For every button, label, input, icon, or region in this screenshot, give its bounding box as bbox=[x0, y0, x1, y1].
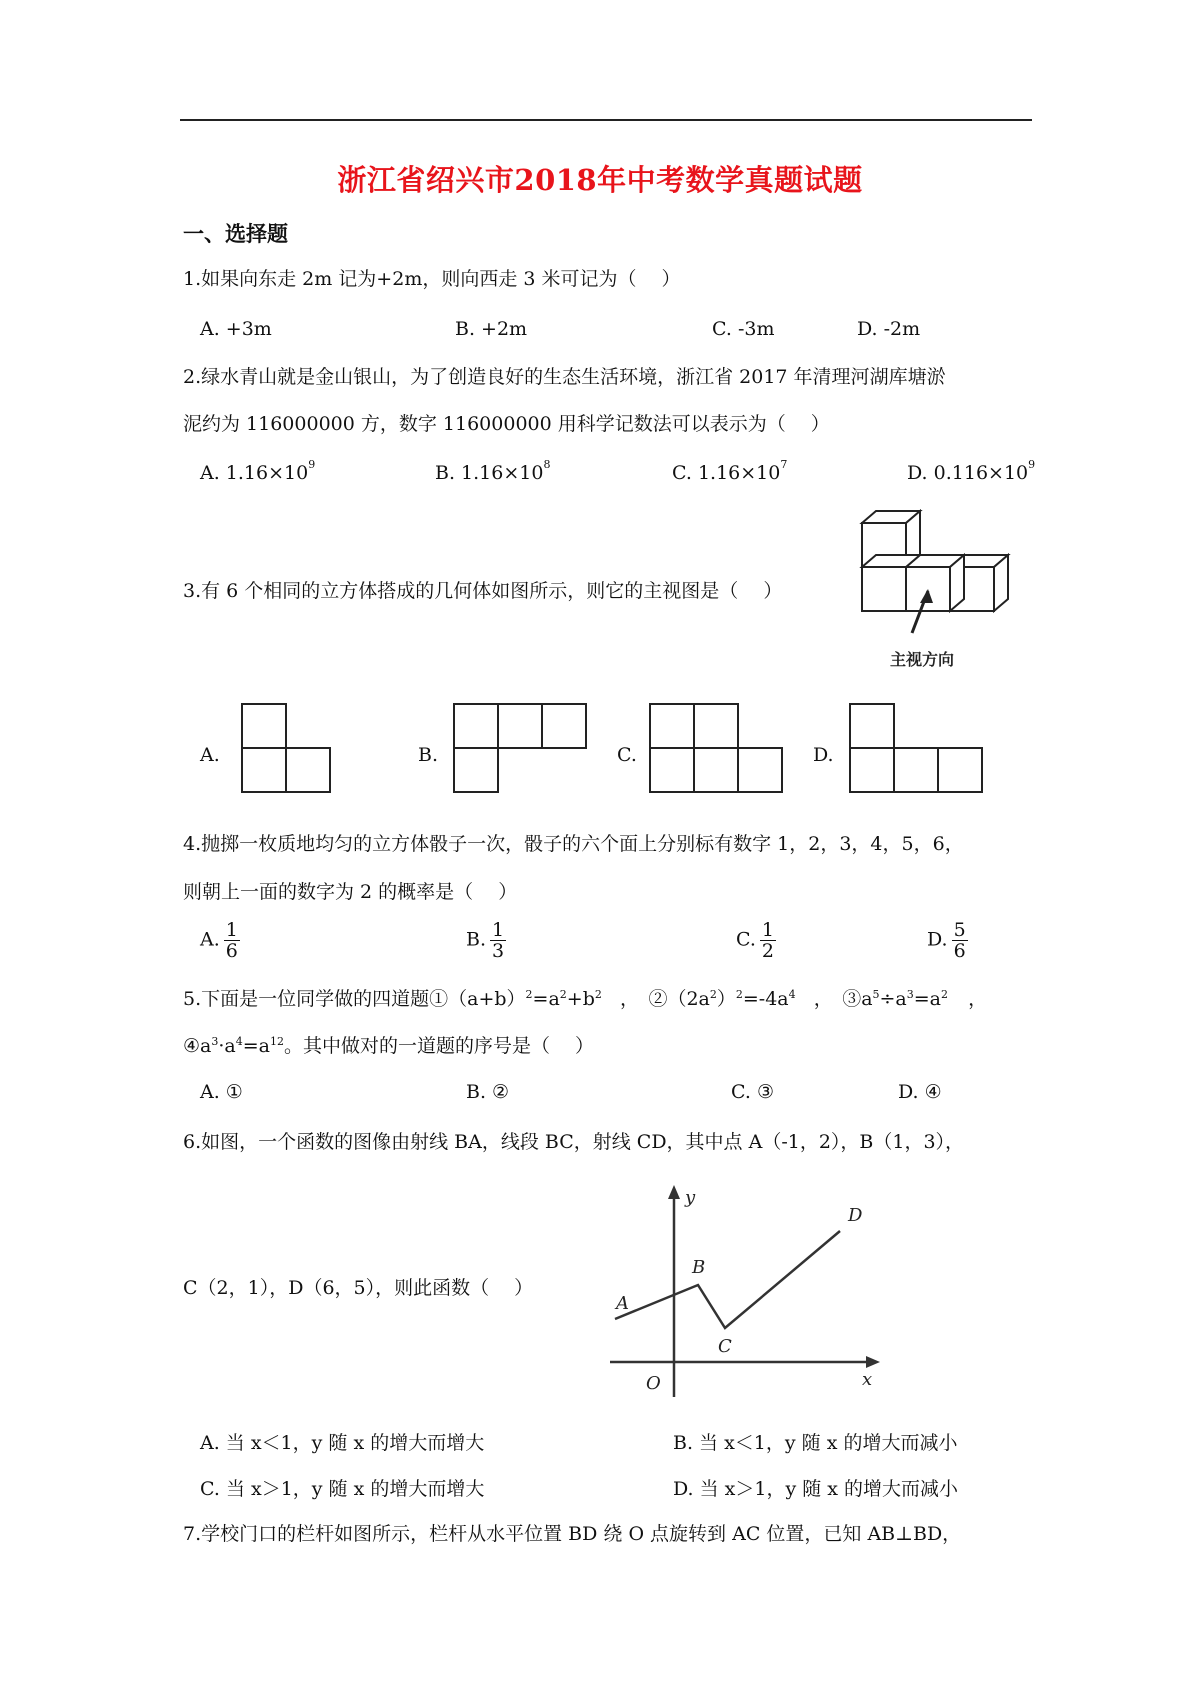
q2-option-d: D. $0.116\times 10^9$ bbox=[907, 458, 1036, 484]
header-rule bbox=[180, 119, 1032, 121]
q3-option-a-figure bbox=[238, 700, 338, 804]
fraction: $\frac{1}{3}$ bbox=[492, 919, 505, 962]
x-axis-label: x bbox=[862, 1369, 873, 1390]
q3-view-direction-label: 主视方向 bbox=[890, 650, 955, 669]
point-d-label: D bbox=[848, 1205, 863, 1226]
point-a-label: A bbox=[616, 1293, 629, 1314]
q4-option-d: D. $\frac{5}{6}$ bbox=[927, 919, 966, 962]
q5-option-c: C. ③ bbox=[731, 1081, 774, 1103]
q4-option-a: A. $\frac{1}{6}$ bbox=[200, 919, 238, 962]
q6-option-a: A. 当 x＜1，y 随 x 的增大而增大 bbox=[200, 1432, 485, 1454]
question-2-line-1: 2.绿水青山就是金山银山，为了创造良好的生态生活环境，浙江省 2017 年清理河湖库塘淤 bbox=[183, 366, 946, 388]
q4-option-b: B. $\frac{1}{3}$ bbox=[466, 919, 505, 962]
y-axis-arrow bbox=[668, 1185, 680, 1199]
question-6-line-1: 6.如图，一个函数的图像由射线 BA，线段 BC，射线 CD，其中点 A（-1，2），B（1，3）， bbox=[183, 1131, 965, 1153]
q3-cube-figure bbox=[840, 505, 1020, 685]
q2-option-b: B. $1.16\times 10^8$ bbox=[435, 458, 551, 484]
q6-option-d: D. 当 x＞1，y 随 x 的增大而减小 bbox=[673, 1478, 959, 1500]
y-axis-label: y bbox=[685, 1187, 696, 1208]
q3-option-d: D. bbox=[813, 744, 834, 766]
section-heading: 一、选择题 bbox=[183, 221, 288, 246]
question-4-line-2: 则朝上一面的数字为 2 的概率是（ ） bbox=[183, 881, 518, 903]
question-5-line-2: $④a^3\cdot a^4=a^{12}$。其中做对的一道题的序号是（ ） bbox=[183, 1035, 595, 1057]
q6-option-b: B. 当 x＜1，y 随 x 的增大而减小 bbox=[673, 1432, 958, 1454]
fraction: $\frac{1}{2}$ bbox=[761, 919, 774, 962]
q3-option-b-figure bbox=[450, 700, 596, 804]
origin-label: O bbox=[646, 1373, 661, 1394]
q3-option-b: B. bbox=[418, 744, 439, 766]
q3-option-d-figure bbox=[846, 700, 992, 804]
point-b-label: B bbox=[692, 1257, 706, 1278]
fraction: $\frac{1}{6}$ bbox=[225, 919, 238, 962]
q2-option-c: C. $1.16\times 10^7$ bbox=[672, 458, 788, 484]
question-5-line-1: 5.下面是一位同学做的四道题$①(a+b)^2=a^2+b^2$ ， $②(2a^2)^2=-4a^4$ ， $③a^5\div a^3=a^2$ ， bbox=[183, 988, 988, 1010]
q2-option-a: A. $1.16\times 10^9$ bbox=[200, 458, 316, 484]
question-4-line-1: 4.抛掷一枚质地均匀的立方体骰子一次，骰子的六个面上分别标有数字 1，2，3，4，5，6， bbox=[183, 833, 964, 855]
question-1: 1.如果向东走 2m 记为+2m，则向西走 3 米可记为（ ） bbox=[183, 268, 681, 290]
question-7: 7.学校门口的栏杆如图所示，栏杆从水平位置 BD 绕 O 点旋转到 AC 位置，已知 AB⊥BD， bbox=[183, 1523, 962, 1545]
q5-option-d: D. ④ bbox=[898, 1081, 942, 1103]
q1-option-a: A. +3m bbox=[200, 318, 272, 340]
question-6-line-2: C（2，1），D（6，5），则此函数（ ） bbox=[183, 1277, 534, 1299]
q6-function-graph bbox=[610, 1185, 880, 1400]
x-axis-arrow bbox=[866, 1356, 880, 1368]
q3-option-c: C. bbox=[617, 744, 637, 766]
q3-option-c-figure bbox=[646, 700, 792, 804]
question-2-line-2: 泥约为 116000000 方，数字 116000000 用科学记数法可以表示为（ ） bbox=[183, 413, 830, 435]
q5-option-a: A. ① bbox=[200, 1081, 243, 1103]
question-3: 3.有 6 个相同的立方体搭成的几何体如图所示，则它的主视图是（ ） bbox=[183, 580, 783, 602]
q3-option-a: A. bbox=[200, 744, 220, 766]
q5-option-b: B. ② bbox=[466, 1081, 510, 1103]
q1-option-b: B. +2m bbox=[455, 318, 528, 340]
page-title: 浙江省绍兴市2018年中考数学真题试题 bbox=[337, 163, 863, 197]
q4-option-c: C. $\frac{1}{2}$ bbox=[736, 919, 774, 962]
q6-option-c: C. 当 x＞1，y 随 x 的增大而增大 bbox=[200, 1478, 485, 1500]
fraction: $\frac{5}{6}$ bbox=[953, 919, 966, 962]
q1-option-c: C. -3m bbox=[712, 318, 775, 340]
point-c-label: C bbox=[718, 1336, 732, 1357]
q1-option-d: D. -2m bbox=[857, 318, 921, 340]
